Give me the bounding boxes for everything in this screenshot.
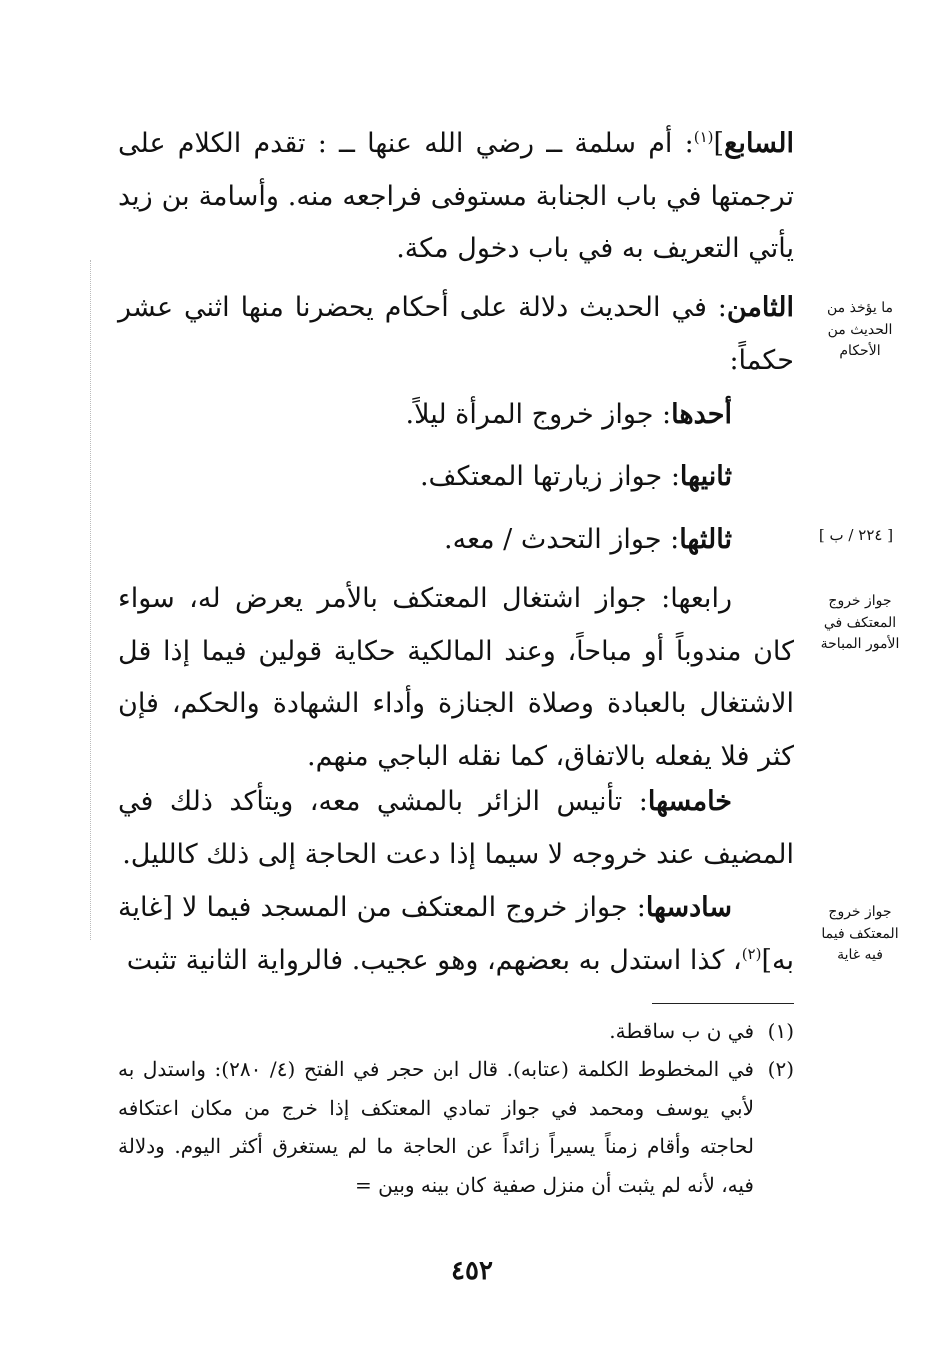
margin-note-permitted: جواز خروج المعتكف في الأمور المباحة [820,593,900,653]
ruling-2 [118,451,794,504]
margin-note-no-purpose: جواز خروج المعتكف فيما فيه غاية [821,904,899,964]
footnotes [118,1012,794,1204]
footnote-ref-1[interactable]: (١) [693,128,714,146]
ruling-4 [118,573,794,784]
paragraph-eighth [118,282,794,387]
ruling-6-text-2: ، كذا استدل به بعضهم، وهو عجيب. فالرواية الثانية تثبت [126,944,742,976]
paragraph-fifth [118,776,794,881]
ruling-5 [118,776,794,881]
ruling-4-lead: رابعها [670,583,732,614]
ruling-6-text-1: : جواز خروج المعتكف من المسجد فيما لا [غاية به] [118,892,794,976]
eighth-lead: الثامن [726,292,794,323]
footnote-2 [118,1050,794,1204]
ruling-2-lead: ثانيها [679,461,732,492]
footnote-1-text: في ن ب ساقطة. [609,1019,754,1043]
ruling-1-lead: أحدها [671,399,732,430]
main-text-eighth [118,282,794,387]
paragraph-seventh [118,118,794,276]
ruling-6-lead: سادسها [645,892,732,923]
ruling-3 [118,514,794,567]
ruling-3-text: : جواز التحدث / معه. [444,524,680,555]
ruling-2-text: : جواز زيارتها المعتكف. [419,461,680,492]
ruling-5-text: : تأنيس الزائر بالمشي معه، ويتأكد ذلك في المضيف عند خروجه لا سيما إذا دعت الحاجة إلى ذلك كالليل. [118,786,794,870]
scan-margin-dots [90,260,91,940]
ruling-1-text: : جواز خروج المرأة ليلاً. [405,399,672,430]
main-text [118,118,794,276]
seventh-bracket: ] [713,128,725,159]
eighth-text: : في الحديث دلالة على أحكام يحضرنا منها اثني عشر حكماً: [118,292,794,376]
footnote-2-number: (٢) [767,1057,794,1082]
ruling-4-text: : جواز اشتغال المعتكف بالأمر يعرض له، سواء كان مندوباً أو مباحاً، وعند المالكية حكاية قولين فيما إذا قل الاشتغال بالعبادة وصلاة الجنازة وأداء الشهادة والحكم، فإن كثر فلا يفعله بالاتفاق، كما نقله الباجي منهم. [118,583,794,772]
page-number: ٤٥٢ [451,1256,493,1286]
seventh-text: : أم سلمة ــ رضي الله عنها ــ : تقدم الكلام على ترجمتها في باب الجنابة مستوفى فراجعه منه. وأسامة بن زيد يأتي التعريف به في باب دخول مكة. [118,128,794,265]
margin-note-rulings: ما يؤخذ من الحديث من الأحكام [827,300,893,360]
ruling-5-lead: خامسها [647,786,732,817]
footnote-1-number: (١) [767,1019,794,1043]
ruling-1 [118,389,794,442]
paragraph-sixth [118,882,794,987]
ruling-6 [118,882,794,987]
footnote-1 [118,1012,794,1050]
seventh-lead: السابع [724,128,794,159]
margin-note-folio: [ ٢٢٤ / ب ] [818,526,894,544]
footnote-ref-2[interactable]: (٢) [741,944,762,963]
ruling-3-lead: ثالثها [679,524,732,555]
footnote-2-text: في المخطوط الكلمة (عتابه). قال ابن حجر في الفتح (٤/ ٢٨٠): واستدل به لأبي يوسف ومحمد في جواز تمادي المعتكف إذا خرج من مكان اعتكافه لحاجته وأقام زمناً يسيراً زائداً عن الحاجة ما لم يستغرق أكثر اليوم. ودلالة فيه، لأنه لم يثبت أن منزل صفية كان بينه وبين = [118,1057,754,1197]
footnote-separator [652,1003,794,1004]
paragraph-fourth [118,573,794,784]
